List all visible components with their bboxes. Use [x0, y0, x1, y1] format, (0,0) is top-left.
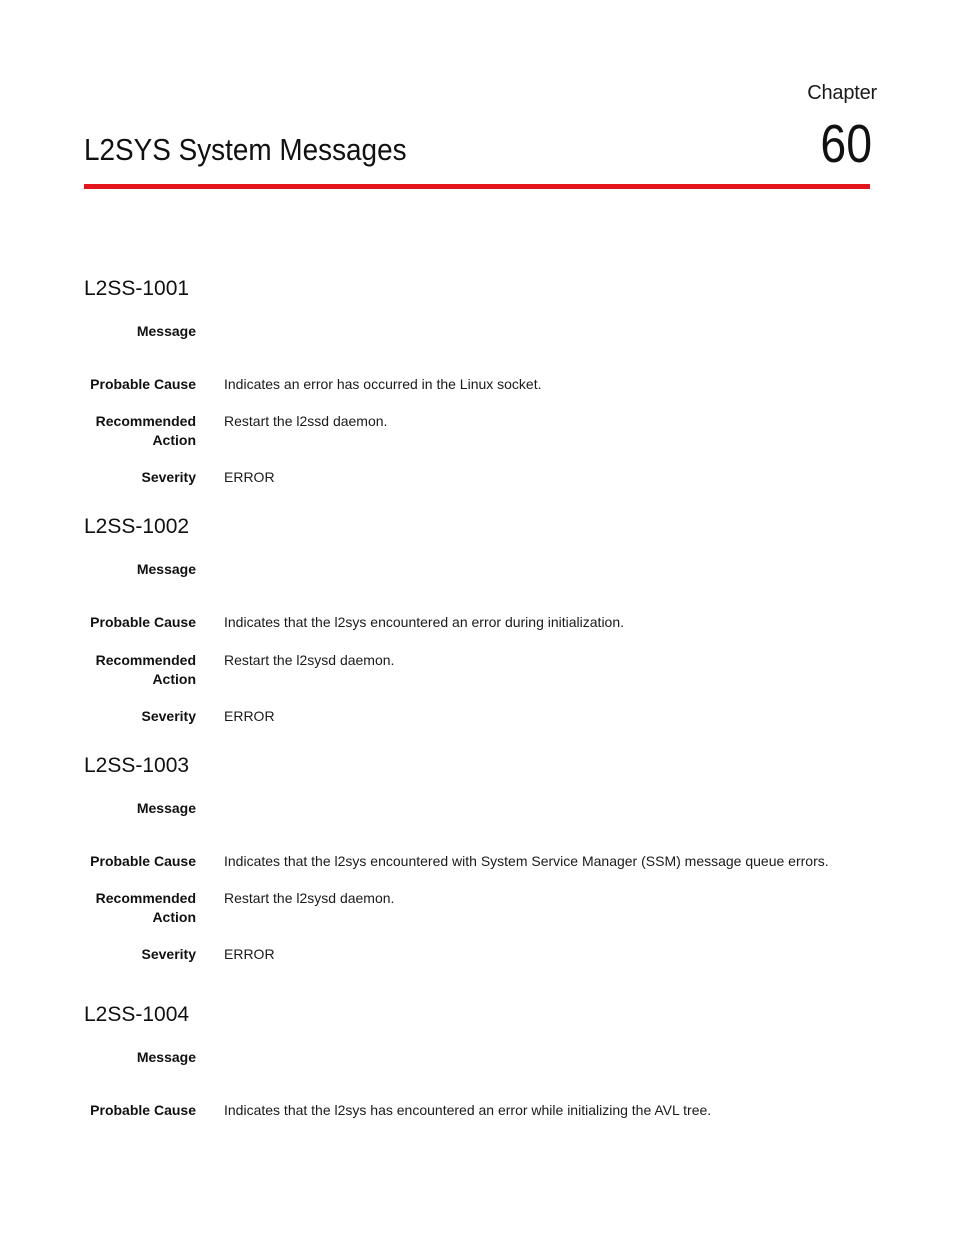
section-heading: L2SS-1002 — [84, 515, 190, 538]
field-label: Recommended Action — [95, 890, 196, 925]
field-label: Message — [136, 800, 196, 816]
field-label: Message — [136, 1049, 196, 1065]
field-label: Severity — [141, 946, 196, 962]
field-value: Restart the l2ssd daemon. — [224, 413, 388, 429]
section-heading: L2SS-1004 — [84, 1003, 190, 1026]
chapter-number: 60 — [820, 114, 872, 174]
field-value: Indicates an error has occurred in the Linux socket. — [224, 376, 542, 392]
field-label: Probable Cause — [90, 614, 196, 630]
title-rule — [84, 184, 870, 189]
section-heading: L2SS-1001 — [84, 277, 190, 300]
field-value: Indicates that the l2sys encountered with System Service Manager (SSM) message queue errors. — [224, 853, 829, 869]
field-label: Recommended Action — [95, 652, 196, 687]
page-title: L2SYS System Messages — [84, 132, 407, 167]
field-value: ERROR — [224, 946, 275, 962]
field-label: Probable Cause — [90, 853, 196, 869]
field-value: ERROR — [224, 469, 275, 485]
field-label: Message — [136, 323, 196, 339]
field-value: ERROR — [224, 708, 275, 724]
field-value: Restart the l2sysd daemon. — [224, 890, 395, 906]
field-value: Indicates that the l2sys encountered an error during initialization. — [224, 614, 625, 630]
field-label: Severity — [141, 469, 196, 485]
chapter-label: Chapter — [807, 82, 877, 104]
field-label: Severity — [141, 708, 196, 724]
section-heading: L2SS-1003 — [84, 754, 190, 777]
field-label: Probable Cause — [90, 376, 196, 392]
field-value: Restart the l2sysd daemon. — [224, 652, 395, 668]
field-label: Recommended Action — [95, 413, 196, 448]
field-label: Message — [136, 561, 196, 577]
field-value: Indicates that the l2sys has encountered an error while initializing the AVL tree. — [224, 1102, 712, 1118]
field-label: Probable Cause — [90, 1102, 196, 1118]
